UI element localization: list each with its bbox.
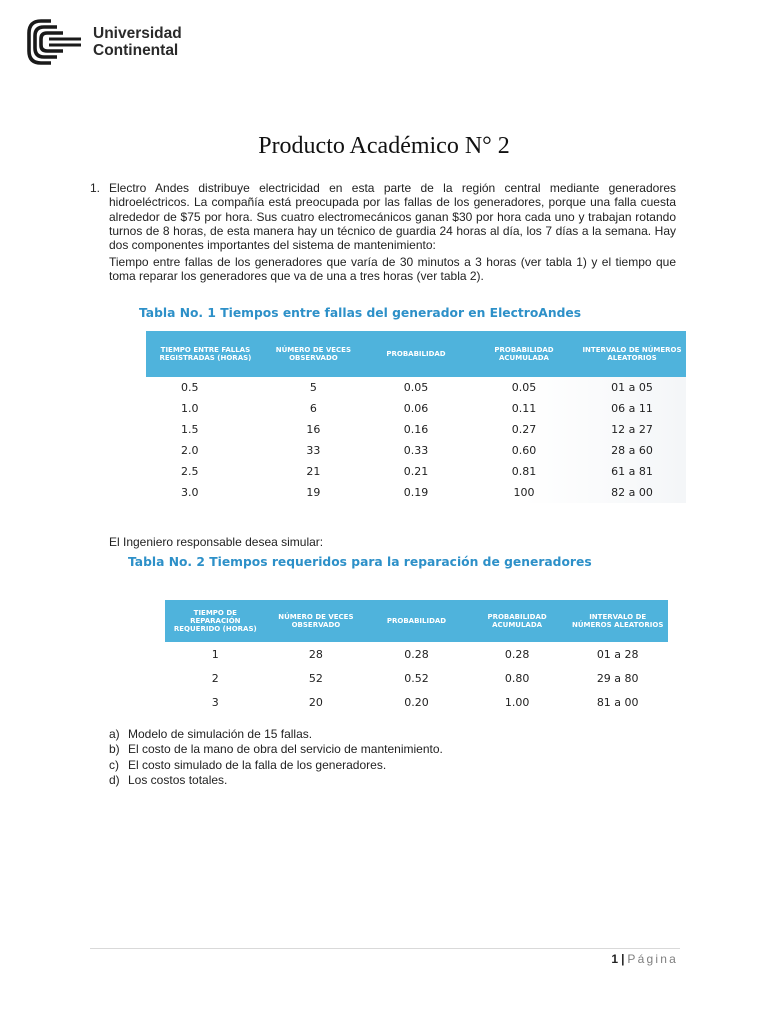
table-cell: 81 a 00: [596, 695, 639, 709]
table2-title: Tabla No. 2 Tiempos requeridos para la reparación de generadores: [128, 555, 592, 569]
page-label: Página: [627, 952, 678, 966]
table-cell: 28: [308, 647, 323, 661]
table-row: [146, 482, 686, 503]
table-cell: 5: [309, 381, 317, 394]
table-cell: 01 a 28: [596, 647, 639, 661]
table-cell: 0.16: [403, 423, 429, 436]
table1: [146, 331, 686, 503]
table-cell: 21: [306, 465, 321, 478]
table-cell: 0.27: [511, 423, 537, 436]
table-cell: 3: [211, 695, 219, 709]
table1-header-cell: NÚMERO DE VECES OBSERVADO: [265, 331, 362, 377]
table-cell: 0.20: [404, 695, 429, 709]
table-row: [165, 642, 668, 666]
table-cell: 0.11: [511, 402, 537, 415]
table2-header-row: [165, 600, 668, 642]
university-logo: [27, 19, 187, 69]
list-item-letter: c): [109, 757, 119, 772]
table-cell: 0.05: [403, 381, 429, 394]
page-title: Producto Académico N° 2: [258, 133, 510, 159]
logo-text: [93, 25, 182, 59]
table-cell: 19: [306, 486, 321, 499]
problem-paragraph-2: Tiempo entre fallas de los generadores que varía de 30 minutos a 3 horas (ver tabla 1) y el tiempo que toma reparar los generadores que va de una a tres horas (ver tabla 2).: [109, 255, 676, 284]
table-cell: 0.28: [404, 647, 429, 661]
list-item-text: Modelo de simulación de 15 fallas.: [128, 727, 313, 741]
list-item-text: Los costos totales.: [128, 773, 228, 788]
problem-paragraph-1: Electro Andes distribuye electricidad en esta parte de la región central mediante generadores hidroeléctricos. La compañía está preocupada por las fallas de los generadores, porque una falla cuesta alrededor de $75 por hora. Sus cuatro electromecánicos ganan $30 por hora cada uno y trabajan rotando turnos de 8 horas, de esta manera hay un técnico de guardia 24 horas al día, los 7 días a la semana. Hay dos componentes importantes del sistema de mantenimiento:: [109, 181, 676, 253]
footer-separator: |: [621, 952, 625, 966]
footer-divider: [90, 948, 680, 949]
table-cell: 0.06: [403, 402, 429, 415]
page-number: 1: [611, 952, 619, 966]
table1-header-cell: PROBABILIDAD: [362, 331, 470, 377]
table-cell: 2: [211, 671, 219, 685]
problem-number: 1.: [90, 181, 101, 195]
table-cell: 06 a 11: [611, 402, 653, 415]
table-cell: 52: [308, 671, 323, 685]
table-cell: 0.80: [504, 671, 530, 685]
table2-header-cell: INTERVALO DE NÚMEROS ALEATORIOS: [567, 600, 668, 642]
table1-title: Tabla No. 1 Tiempos entre fallas del generador en ElectroAndes: [139, 306, 582, 320]
table-cell: 12 a 27: [611, 423, 653, 436]
table1-header-row: [146, 331, 686, 377]
list-item-text: El costo simulado de la falla de los generadores.: [128, 757, 387, 772]
table2-header-cell: PROBABILIDAD ACUMULADA: [467, 600, 568, 642]
table-cell: 0.52: [404, 671, 429, 685]
page-footer: [611, 952, 678, 966]
list-item: [109, 727, 443, 742]
table-cell: 61 a 81: [611, 465, 653, 478]
table-cell: 20: [308, 695, 323, 709]
table-cell: 0.81: [511, 465, 537, 478]
list-item: [109, 758, 443, 773]
list-item-letter: a): [109, 727, 120, 741]
table-cell: 0.33: [403, 444, 429, 457]
table-cell: 28 a 60: [611, 444, 653, 457]
table-cell: 1.00: [504, 695, 530, 709]
table2-header-cell: NÚMERO DE VECES OBSERVADO: [266, 600, 367, 642]
table-cell: 2.0: [181, 444, 199, 457]
table-cell: 0.28: [504, 647, 530, 661]
table-cell: 0.19: [403, 486, 429, 499]
task-list: [109, 727, 443, 789]
table2: [165, 600, 668, 714]
intro-text: El Ingeniero responsable desea simular:: [109, 535, 324, 549]
table-cell: 0.21: [403, 465, 429, 478]
table-cell: 3.0: [181, 486, 199, 499]
table1-header-cell: PROBABILIDAD ACUMULADA: [470, 331, 578, 377]
list-item-text: El costo de la mano de obra del servicio de mantenimiento.: [128, 742, 443, 757]
table1-header-cell: TIEMPO ENTRE FALLAS REGISTRADAS (HORAS): [146, 331, 265, 377]
list-item-letter: d): [109, 773, 120, 788]
table-row: [165, 690, 668, 714]
logo-line-2: Continental: [93, 42, 179, 59]
university-logo-icon: [27, 19, 85, 65]
table2-header-cell: TIEMPO DE REPARACIÓN REQUERIDO (HORAS): [165, 600, 266, 642]
list-item: [109, 742, 443, 757]
table1-header-cell: INTERVALO DE NÚMEROS ALEATORIOS: [578, 331, 686, 377]
table-cell: 6: [309, 402, 317, 415]
table-row: [146, 377, 686, 398]
table-row: [165, 666, 668, 690]
table-cell: 2.5: [181, 465, 199, 478]
table-cell: 0.05: [511, 381, 537, 394]
table-cell: 01 a 05: [611, 381, 653, 394]
table-cell: 1: [211, 647, 219, 661]
table-row: [146, 419, 686, 440]
list-item-letter: b): [109, 742, 120, 757]
table-cell: 100: [513, 486, 535, 499]
table-cell: 16: [306, 423, 321, 436]
list-item: [109, 773, 443, 788]
table-row: [146, 440, 686, 461]
logo-line-1: Universidad: [93, 25, 182, 42]
table-row: [146, 461, 686, 482]
table-cell: 1.5: [181, 423, 199, 436]
table-cell: 0.5: [181, 381, 199, 394]
table-cell: 82 a 00: [611, 486, 653, 499]
table-cell: 29 a 80: [596, 671, 639, 685]
table-cell: 1.0: [181, 402, 199, 415]
table-cell: 0.60: [511, 444, 537, 457]
table-row: [146, 398, 686, 419]
table-cell: 33: [306, 444, 321, 457]
table2-header-cell: PROBABILIDAD: [366, 600, 467, 642]
